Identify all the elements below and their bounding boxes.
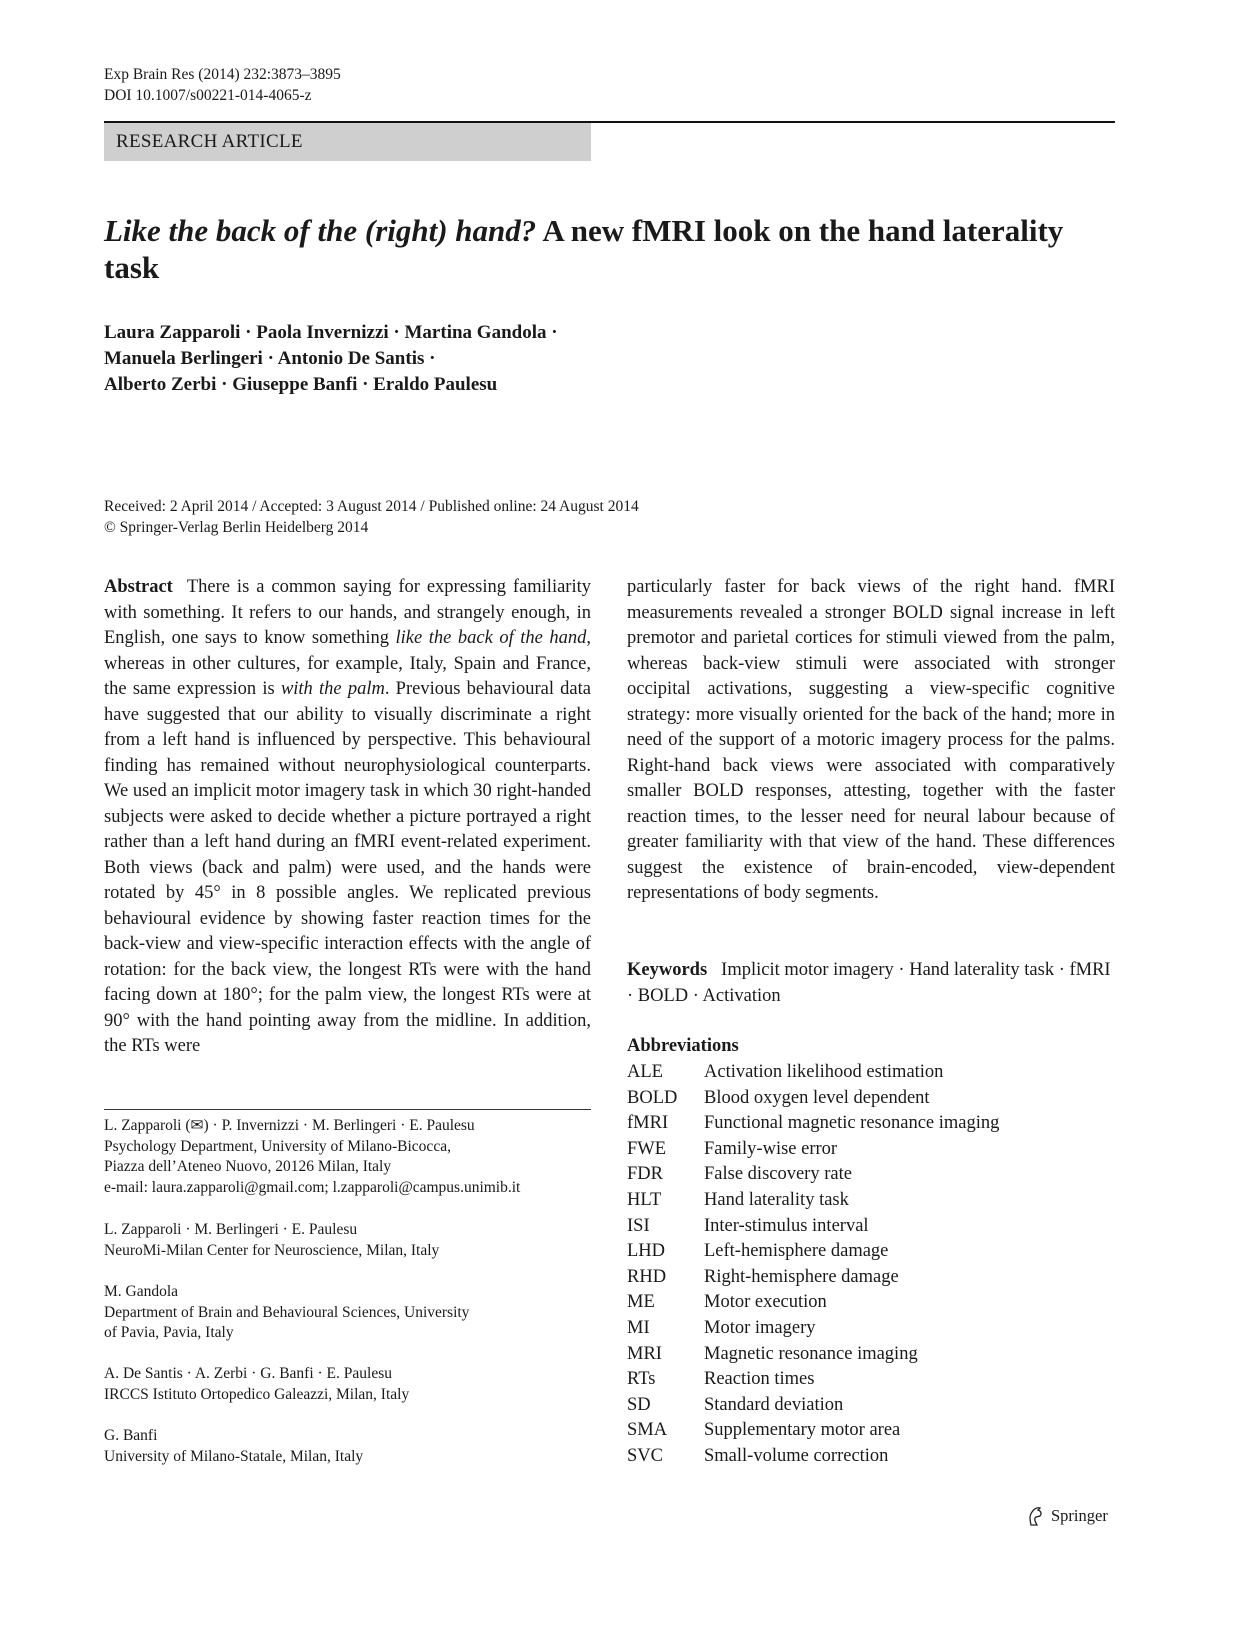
abbreviation-key: FDR [627, 1164, 663, 1185]
abbreviation-value: Hand laterality task [704, 1189, 849, 1210]
affiliation-line: Department of Brain and Behavioural Sciences, University [104, 1303, 470, 1321]
affiliation-line: IRCCS Istituto Ortopedico Galeazzi, Milan, Italy [104, 1385, 410, 1403]
abstract-heading: Abstract [104, 577, 173, 597]
affiliation-block [104, 1364, 591, 1405]
abbreviation-key: MRI [627, 1343, 662, 1364]
affiliation-names: G. Banfi [104, 1427, 158, 1444]
abbreviation-value: Motor imagery [704, 1317, 816, 1338]
keywords [627, 958, 1115, 1009]
abbreviation-row [627, 1086, 999, 1112]
abstract-text: . Previous behavioural data have suggested that our ability to visually discriminate a right from a left hand is influenced by perspective. This behavioural finding has remained without neurophysiological counterparts. We used an implicit motor imagery task in which 30 right-handed subjects were asked to decide whether a picture portrayed a right rather than a left hand during an fMRI event-related experiment. Both views (back and palm) were used, and the hands were rotated by 45° in 8 possible angles. We replicated previous behavioural evidence by showing faster reaction times for the back-view and view-specific interaction effects with the angle of rotation: for the back view, the longest RTs were with the hand facing down at 180°; for the palm view, the longest RTs were at 90° with the hand pointing away from the midline. In addition, the RTs were [104, 679, 591, 1056]
journal-line: Exp Brain Res (2014) 232:3873–3895 [104, 66, 341, 83]
abbreviation-row [627, 1137, 999, 1163]
copyright-line: © Springer-Verlag Berlin Heidelberg 2014 [104, 519, 369, 536]
abbreviation-row [627, 1290, 999, 1316]
affiliation-line: of Pavia, Pavia, Italy [104, 1324, 234, 1341]
keywords-heading: Keywords [627, 960, 708, 980]
abbreviation-value: Right-hemisphere damage [704, 1266, 899, 1287]
publisher-logo [1025, 1505, 1108, 1527]
abbreviation-key: HLT [627, 1189, 662, 1210]
section-badge [104, 123, 591, 161]
abbreviation-row [627, 1418, 999, 1444]
affiliation-line: University of Milano-Statale, Milan, Italy [104, 1447, 364, 1465]
abbreviation-value: False discovery rate [704, 1164, 852, 1185]
article-title [104, 212, 1115, 286]
abbreviation-row [627, 1444, 999, 1470]
doi-line: DOI 10.1007/s00221-014-4065-z [104, 87, 312, 104]
abstract-text: , whereas in other cultures, for example, Italy, Spain and France, the same expression is [104, 628, 591, 699]
abbreviation-row [627, 1393, 999, 1419]
abbreviation-row [627, 1265, 999, 1291]
affiliation-block [104, 1116, 591, 1198]
affiliation-names: M. Gandola [104, 1283, 179, 1300]
abbreviation-key: SMA [627, 1420, 668, 1441]
abbreviation-value: Activation likelihood estimation [704, 1062, 944, 1082]
abbreviation-value: Standard deviation [704, 1394, 844, 1415]
abbreviation-key: SD [627, 1394, 651, 1415]
author-line: Manuela Berlingeri · Antonio De Santis · [104, 348, 436, 369]
abbreviation-value: Magnetic resonance imaging [704, 1343, 918, 1364]
abbreviation-key: RTs [627, 1369, 656, 1390]
author-line: Alberto Zerbi · Giuseppe Banfi · Eraldo Paulesu [104, 374, 498, 395]
dates-line: Received: 2 April 2014 / Accepted: 3 August 2014 / Published online: 24 August 2014 [104, 498, 639, 515]
abstract-right-column [627, 575, 1115, 907]
publisher-name: Springer [1051, 1506, 1108, 1525]
abbreviation-key: ALE [627, 1062, 663, 1082]
publication-dates [104, 496, 639, 538]
author-line: Laura Zapparoli · Paola Invernizzi · Martina Gandola · [104, 322, 558, 343]
author-list [104, 320, 558, 398]
article-title-italic: Like the back of the (right) hand? [104, 213, 537, 248]
affiliation-line: NeuroMi-Milan Center for Neuroscience, Milan, Italy [104, 1241, 440, 1259]
abbreviation-row [627, 1316, 999, 1342]
affiliation-names: L. Zapparoli (✉) · P. Invernizzi · M. Berlingeri · E. Paulesu [104, 1117, 475, 1134]
keywords-text: Implicit motor imagery · Hand laterality task · fMRI · BOLD · Activation [627, 960, 1111, 1006]
abbreviation-value: Supplementary motor area [704, 1420, 901, 1441]
abstract-continuation: particularly faster for back views of the right hand. fMRI measurements revealed a stronger BOLD signal increase in left premotor and parietal cortices for stimuli viewed from the palm, whereas back-view stimuli were associated with stronger occipital activations, suggesting a view-specific cognitive strategy: more visually oriented for the back of the hand; more in need of the support of a motoric imagery process for the palms. Right-hand back views were associated with comparatively smaller BOLD responses, attesting, together with the faster reaction times, to the lesser need for neural labour because of greater familiarity with that view of the hand. These differences suggest the existence of brain-encoded, view-dependent representations of body segments. [627, 577, 1115, 903]
abbreviations-heading: Abbreviations [627, 1036, 739, 1056]
affiliation-names: L. Zapparoli · M. Berlingeri · E. Paulesu [104, 1221, 358, 1238]
abbreviation-value: Functional magnetic resonance imaging [704, 1113, 1000, 1134]
article-title-regular: A new fMRI look on the hand laterality task [104, 213, 1064, 285]
abbreviation-key: FWE [627, 1138, 667, 1159]
abbreviation-key: ISI [627, 1215, 650, 1236]
abbreviation-row [627, 1214, 999, 1240]
abbreviation-key: ME [627, 1292, 655, 1313]
affiliation-block [104, 1220, 591, 1261]
affiliation-line: Piazza dell’Ateneo Nuovo, 20126 Milan, Italy [104, 1158, 392, 1175]
abbreviation-row [627, 1367, 999, 1393]
affiliation-line: Psychology Department, University of Milano-Bicocca, [104, 1137, 451, 1155]
springer-horse-icon [1025, 1505, 1045, 1527]
abbreviation-key: MI [627, 1317, 650, 1338]
abbreviation-value: Left-hemisphere damage [704, 1241, 889, 1262]
abstract-left-column [104, 575, 591, 1060]
abbreviation-key: fMRI [627, 1113, 669, 1134]
abbreviation-key: LHD [627, 1241, 666, 1262]
affiliation-names: A. De Santis · A. Zerbi · G. Banfi · E. Paulesu [104, 1365, 392, 1382]
abbreviation-value: Blood oxygen level dependent [704, 1087, 930, 1108]
abbreviation-key: BOLD [627, 1087, 678, 1108]
abbreviation-value: Small-volume correction [704, 1445, 889, 1466]
abbreviation-value: Reaction times [704, 1369, 815, 1390]
abstract-text: There is a common saying for expressing familiarity with something. It refers to our hands, and strangely enough, in English, one says to know something [104, 577, 591, 648]
journal-citation [104, 64, 341, 106]
abbreviation-row [627, 1239, 999, 1265]
abbreviation-value: Family-wise error [704, 1138, 838, 1159]
abbreviation-row [627, 1060, 999, 1086]
footnote-rule [104, 1109, 591, 1110]
affiliation-email: e-mail: laura.zapparoli@gmail.com; l.zapparoli@campus.unimib.it [104, 1178, 521, 1196]
abstract-italic: like the back of the hand [395, 628, 587, 648]
abbreviation-value: Motor execution [704, 1292, 827, 1313]
abbreviation-row [627, 1342, 999, 1368]
abbreviation-row [627, 1162, 999, 1188]
affiliation-block [104, 1282, 591, 1344]
affiliation-block [104, 1426, 591, 1467]
abbreviation-key: RHD [627, 1266, 667, 1287]
abbreviation-value: Inter-stimulus interval [704, 1215, 869, 1236]
abbreviation-key: SVC [627, 1445, 663, 1466]
abbreviation-row [627, 1188, 999, 1214]
abstract-italic: with the palm [280, 679, 385, 699]
abbreviations-list [627, 1060, 999, 1470]
abbreviation-row [627, 1111, 999, 1137]
section-badge-label: RESEARCH ARTICLE [116, 131, 303, 152]
